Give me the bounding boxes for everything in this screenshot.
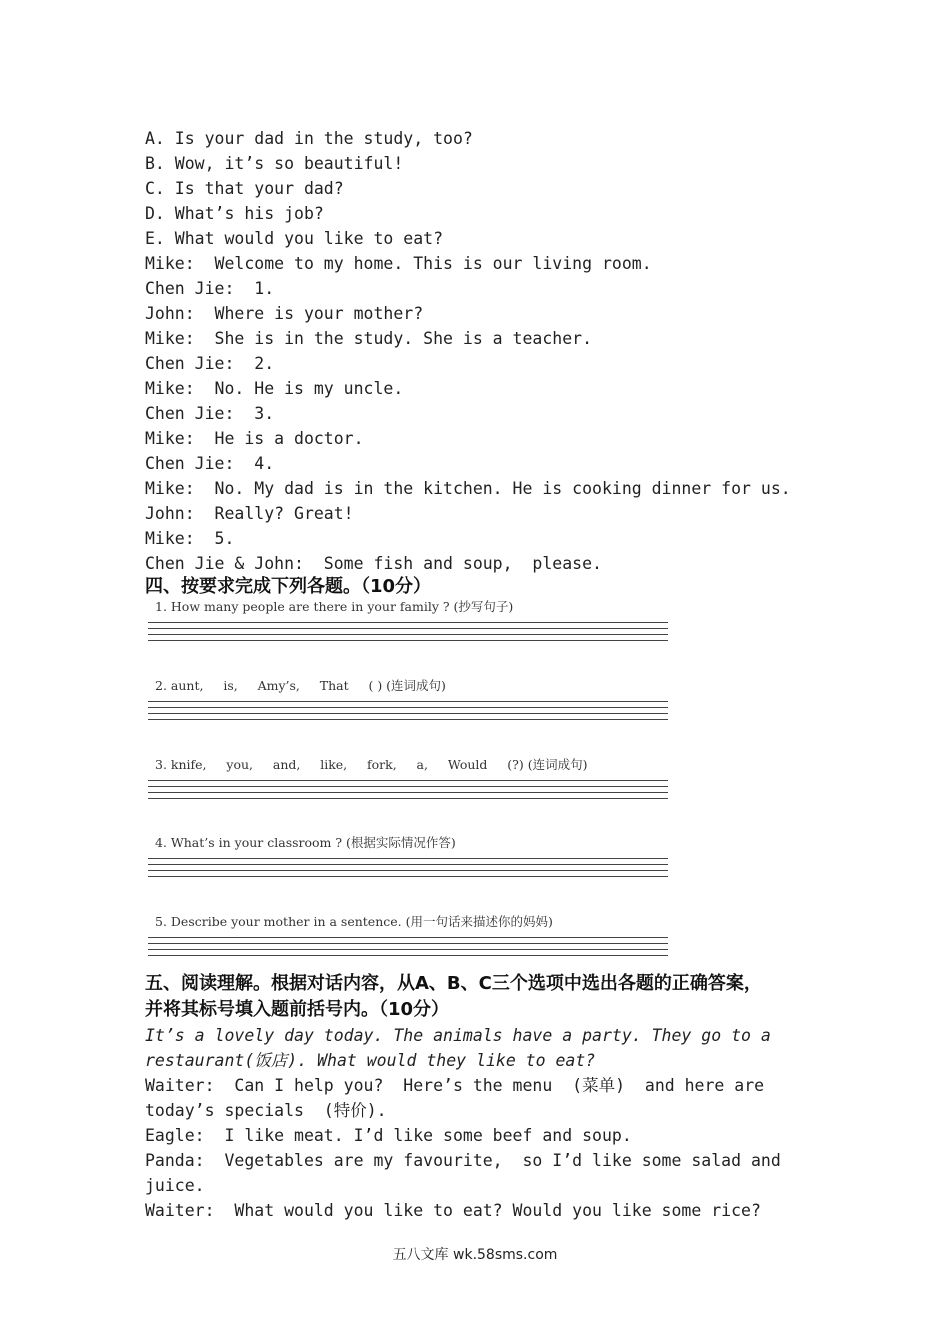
dialogue-line: Chen Jie: 3. (145, 404, 275, 423)
dialogue-line: Chen Jie: 4. (145, 454, 275, 473)
dialogue-line: Mike: No. My dad is in the kitchen. He is cooking dinner for us. (145, 479, 791, 498)
page-footer: 五八文库 wk.58sms.com (392, 1247, 558, 1263)
answer-lines-5[interactable] (148, 937, 668, 957)
task-4: 4. What’s in your classroom ? (根据实际情况作答) (155, 835, 456, 850)
reading-line: Eagle: I like meat. I’d like some beef and soup. (145, 1126, 632, 1145)
reading-line: Waiter: What would you like to eat? Would you like some rice? (145, 1201, 761, 1220)
reading-line: Panda: Vegetables are my favourite, so I’d like some salad and (145, 1151, 781, 1170)
task-2: 2. aunt, is, Amy’s, That ( ) (连词成句) (155, 678, 446, 693)
reading-line: Waiter: Can I help you? Here’s the menu (菜单) and here are (145, 1076, 765, 1095)
answer-lines-2[interactable] (148, 701, 668, 721)
answer-lines-1[interactable] (148, 622, 668, 642)
task-1: 1. How many people are there in your family ? (抄写句子) (155, 599, 514, 614)
option-e: E. What would you like to eat? (145, 229, 444, 248)
answer-lines-3[interactable] (148, 780, 668, 800)
option-c: C. Is that your dad? (145, 179, 344, 198)
section-5-heading: 五、阅读理解。根据对话内容，从A、B、C三个选项中选出各题的正确答案， (145, 973, 762, 994)
section-4-heading: 四、按要求完成下列各题。（10分） (145, 576, 432, 597)
answer-lines-4[interactable] (148, 858, 668, 878)
task-3: 3. knife, you, and, like, fork, a, Would (?) (连词成句) (155, 757, 588, 772)
option-a: A. Is your dad in the study, too? (145, 129, 473, 148)
dialogue-line: Chen Jie: 1. (145, 279, 275, 298)
dialogue-line: John: Where is your mother? (145, 304, 424, 323)
option-d: D. What’s his job? (145, 204, 324, 223)
dialogue-line: Mike: No. He is my uncle. (145, 379, 404, 398)
section-5-heading-cont: 并将其标号填入题前括号内。（10分） (145, 999, 450, 1020)
dialogue-line: Mike: Welcome to my home. This is our living room. (145, 254, 652, 273)
dialogue-line: Mike: He is a doctor. (145, 429, 364, 448)
dialogue-line: John: Really? Great! (145, 504, 354, 523)
task-5: 5. Describe your mother in a sentence. (用一句话来描述你的妈妈) (155, 914, 553, 929)
reading-line: juice. (145, 1176, 205, 1195)
dialogue-line: Chen Jie: 2. (145, 354, 275, 373)
dialogue-line: Mike: 5. (145, 529, 235, 548)
passage-line: restaurant(饭店). What would they like to eat? (145, 1051, 596, 1070)
dialogue-line: Mike: She is in the study. She is a teacher. (145, 329, 593, 348)
option-b: B. Wow, it’s so beautiful! (145, 154, 404, 173)
reading-line: today’s specials (特价). (145, 1101, 387, 1120)
passage-line: It’s a lovely day today. The animals have a party. They go to a (145, 1026, 771, 1045)
dialogue-line: Chen Jie & John: Some fish and soup, please. (145, 554, 602, 573)
